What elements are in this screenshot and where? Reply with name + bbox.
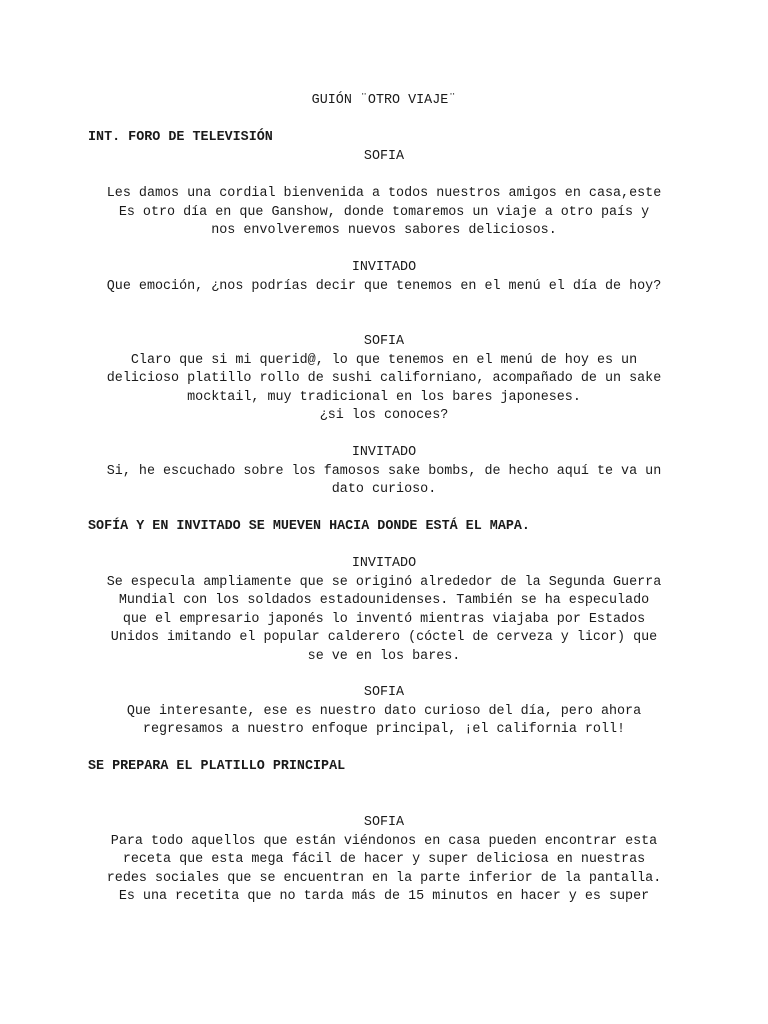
dialogue-line: Se especula ampliamente que se originó alrededor de la Segunda Guerra — [106, 574, 662, 590]
dialogue-block — [88, 814, 680, 907]
character-name: SOFIA — [363, 685, 405, 700]
dialogue-block — [88, 148, 680, 241]
dialogue-line: Si, he escuchado sobre los famosos sake bombs, de hecho aquí te va un — [106, 463, 662, 479]
dialogue-line: Que emoción, ¿nos podrías decir que tenemos en el menú el día de hoy? — [106, 278, 662, 294]
dialogue-line: mocktail, muy tradicional en los bares japoneses. — [187, 389, 581, 405]
character-name: INVITADO — [351, 260, 417, 275]
action-line-map: SOFÍA Y EN INVITADO SE MUEVEN HACIA DONDE ESTÁ EL MAPA. — [88, 519, 530, 534]
dialogue-line: Que interesante, ese es nuestro dato curioso del día, pero ahora — [126, 703, 642, 719]
dialogue-line: nos envolveremos nuevos sabores deliciosos. — [211, 223, 557, 239]
scene-heading-tv-stage: INT. FORO DE TELEVISIÓN — [88, 130, 273, 145]
dialogue-line: Claro que si mi querid@, lo que tenemos en el menú de hoy es un — [130, 352, 638, 368]
dialogue-block — [88, 555, 680, 667]
dialogue-line: se ve en los bares. — [307, 648, 461, 664]
character-name: INVITADO — [351, 445, 417, 460]
character-name: SOFIA — [363, 149, 405, 164]
dialogue-block — [88, 259, 680, 296]
character-name: SOFIA — [363, 815, 405, 830]
dialogue-line: que el empresario japonés lo inventó mientras viajaba por Estados — [122, 611, 646, 627]
dialogue-line: redes sociales que se encuentran en la parte inferior de la pantalla. — [106, 870, 662, 886]
dialogue-line: ¿si los conoces? — [319, 408, 449, 424]
dialogue-line: regresamos a nuestro enfoque principal, ¡el california roll! — [142, 722, 626, 738]
dialogue-block — [88, 333, 680, 426]
dialogue-line: Les damos una cordial bienvenida a todos nuestros amigos en casa,este — [106, 186, 662, 202]
dialogue-line: Es otro día en que Ganshow, donde tomaremos un viaje a otro país y — [118, 204, 650, 220]
dialogue-line: delicioso platillo rollo de sushi californiano, acompañado de un sake — [106, 371, 662, 387]
dialogue-line: dato curioso. — [331, 482, 437, 498]
page-title: GUIÓN ¨OTRO VIAJE¨ — [311, 93, 457, 108]
dialogue-line: Para todo aquellos que están viéndonos en casa pueden encontrar esta — [110, 833, 658, 849]
dialogue-line: Mundial con los soldados estadounidenses. También se ha especulado — [118, 593, 650, 609]
dialogue-line: Unidos imitando el popular calderero (cóctel de cerveza y licor) que — [110, 630, 658, 646]
dialogue-line: Es una recetita que no tarda más de 15 minutos en hacer y es super — [118, 889, 650, 905]
dialogue-line: receta que esta mega fácil de hacer y super deliciosa en nuestras — [122, 852, 646, 868]
dialogue-block — [88, 684, 680, 740]
action-line-main-dish: SE PREPARA EL PLATILLO PRINCIPAL — [88, 759, 346, 774]
character-name: INVITADO — [351, 556, 417, 571]
dialogue-block — [88, 444, 680, 500]
character-name: SOFIA — [363, 334, 405, 349]
